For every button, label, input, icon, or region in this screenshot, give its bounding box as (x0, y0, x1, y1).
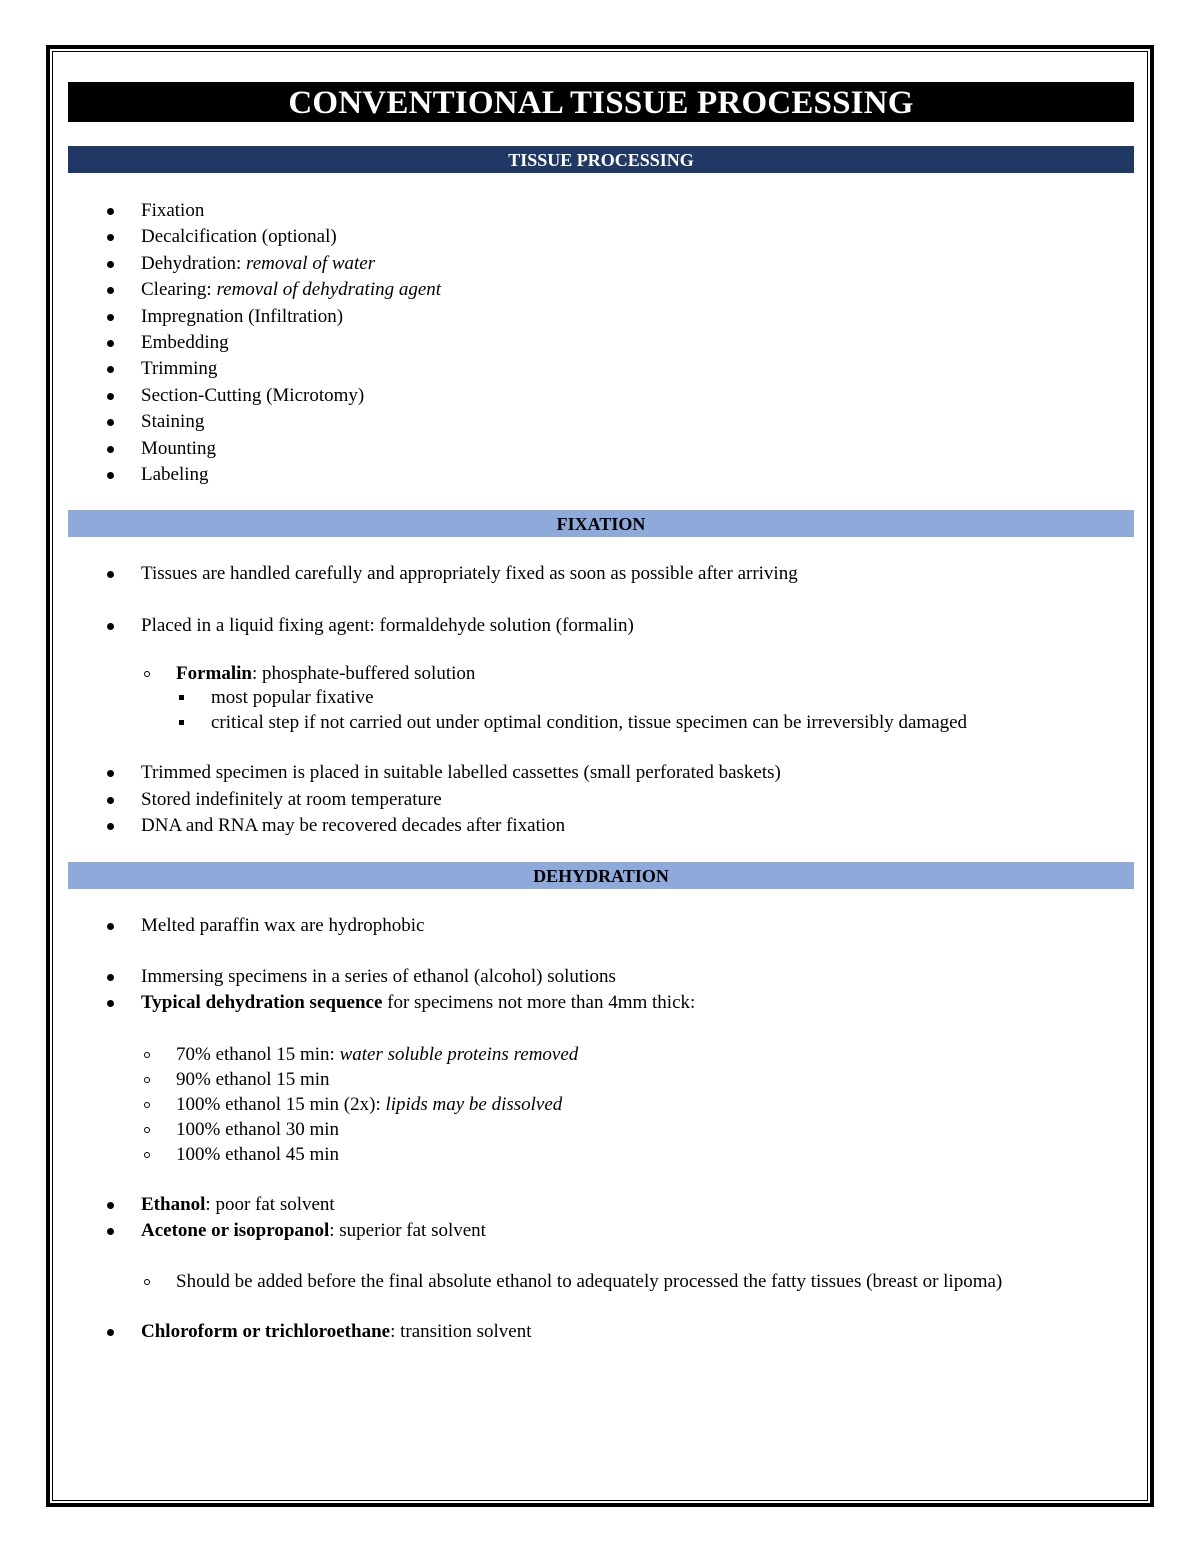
list-item: Clearing: removal of dehydrating agent (68, 277, 1134, 303)
list-item: critical step if not carried out under optimal condition, tissue specimen can be irreversibly damaged (68, 711, 1134, 736)
list-item: Mounting (68, 436, 1134, 462)
list-item-formalin: Formalin: phosphate-buffered solution (68, 661, 1134, 686)
section-heading-fixation: FIXATION (68, 510, 1134, 537)
list-item: Labeling (68, 462, 1134, 488)
list-item: Section-Cutting (Microtomy) (68, 383, 1134, 409)
list-item: Placed in a liquid fixing agent: formaldehyde solution (formalin) (68, 613, 1134, 639)
section-heading-dehydration: DEHYDRATION (68, 862, 1134, 889)
list-item: 100% ethanol 30 min (68, 1117, 1134, 1142)
page-title: CONVENTIONAL TISSUE PROCESSING (68, 82, 1134, 122)
list-item: 100% ethanol 45 min (68, 1142, 1134, 1167)
section-heading-tissue-processing: TISSUE PROCESSING (68, 146, 1134, 173)
list-item: Stored indefinitely at room temperature (68, 787, 1134, 813)
list-item: Typical dehydration sequence for specimens not more than 4mm thick: (68, 990, 1134, 1016)
list-item: Impregnation (Infiltration) (68, 304, 1134, 330)
list-item: 100% ethanol 15 min (2x): lipids may be dissolved (68, 1092, 1134, 1117)
list-item: 90% ethanol 15 min (68, 1067, 1134, 1092)
list-item: Acetone or isopropanol: superior fat solvent (68, 1218, 1134, 1244)
tissue-processing-steps (68, 198, 1134, 488)
document-body (68, 82, 1134, 1345)
list-item: Dehydration: removal of water (68, 251, 1134, 277)
list-item: Staining (68, 409, 1134, 435)
list-item: Tissues are handled carefully and appropriately fixed as soon as possible after arriving (68, 561, 1134, 587)
list-item: Immersing specimens in a series of ethanol (alcohol) solutions (68, 964, 1134, 990)
list-item: Ethanol: poor fat solvent (68, 1192, 1134, 1218)
dehydration-list (68, 913, 1134, 1345)
list-item: Should be added before the final absolute ethanol to adequately processed the fatty tissues (breast or lipoma) (68, 1269, 1134, 1294)
list-item: Melted paraffin wax are hydrophobic (68, 913, 1134, 939)
list-item: 70% ethanol 15 min: water soluble proteins removed (68, 1042, 1134, 1067)
list-item: Chloroform or trichloroethane: transition solvent (68, 1319, 1134, 1345)
list-item: DNA and RNA may be recovered decades after fixation (68, 813, 1134, 839)
fixation-list (68, 561, 1134, 839)
list-item: Trimmed specimen is placed in suitable labelled cassettes (small perforated baskets) (68, 760, 1134, 786)
list-item: Embedding (68, 330, 1134, 356)
list-item: Fixation (68, 198, 1134, 224)
list-item: Decalcification (optional) (68, 224, 1134, 250)
list-item: most popular fixative (68, 686, 1134, 711)
list-item: Trimming (68, 356, 1134, 382)
